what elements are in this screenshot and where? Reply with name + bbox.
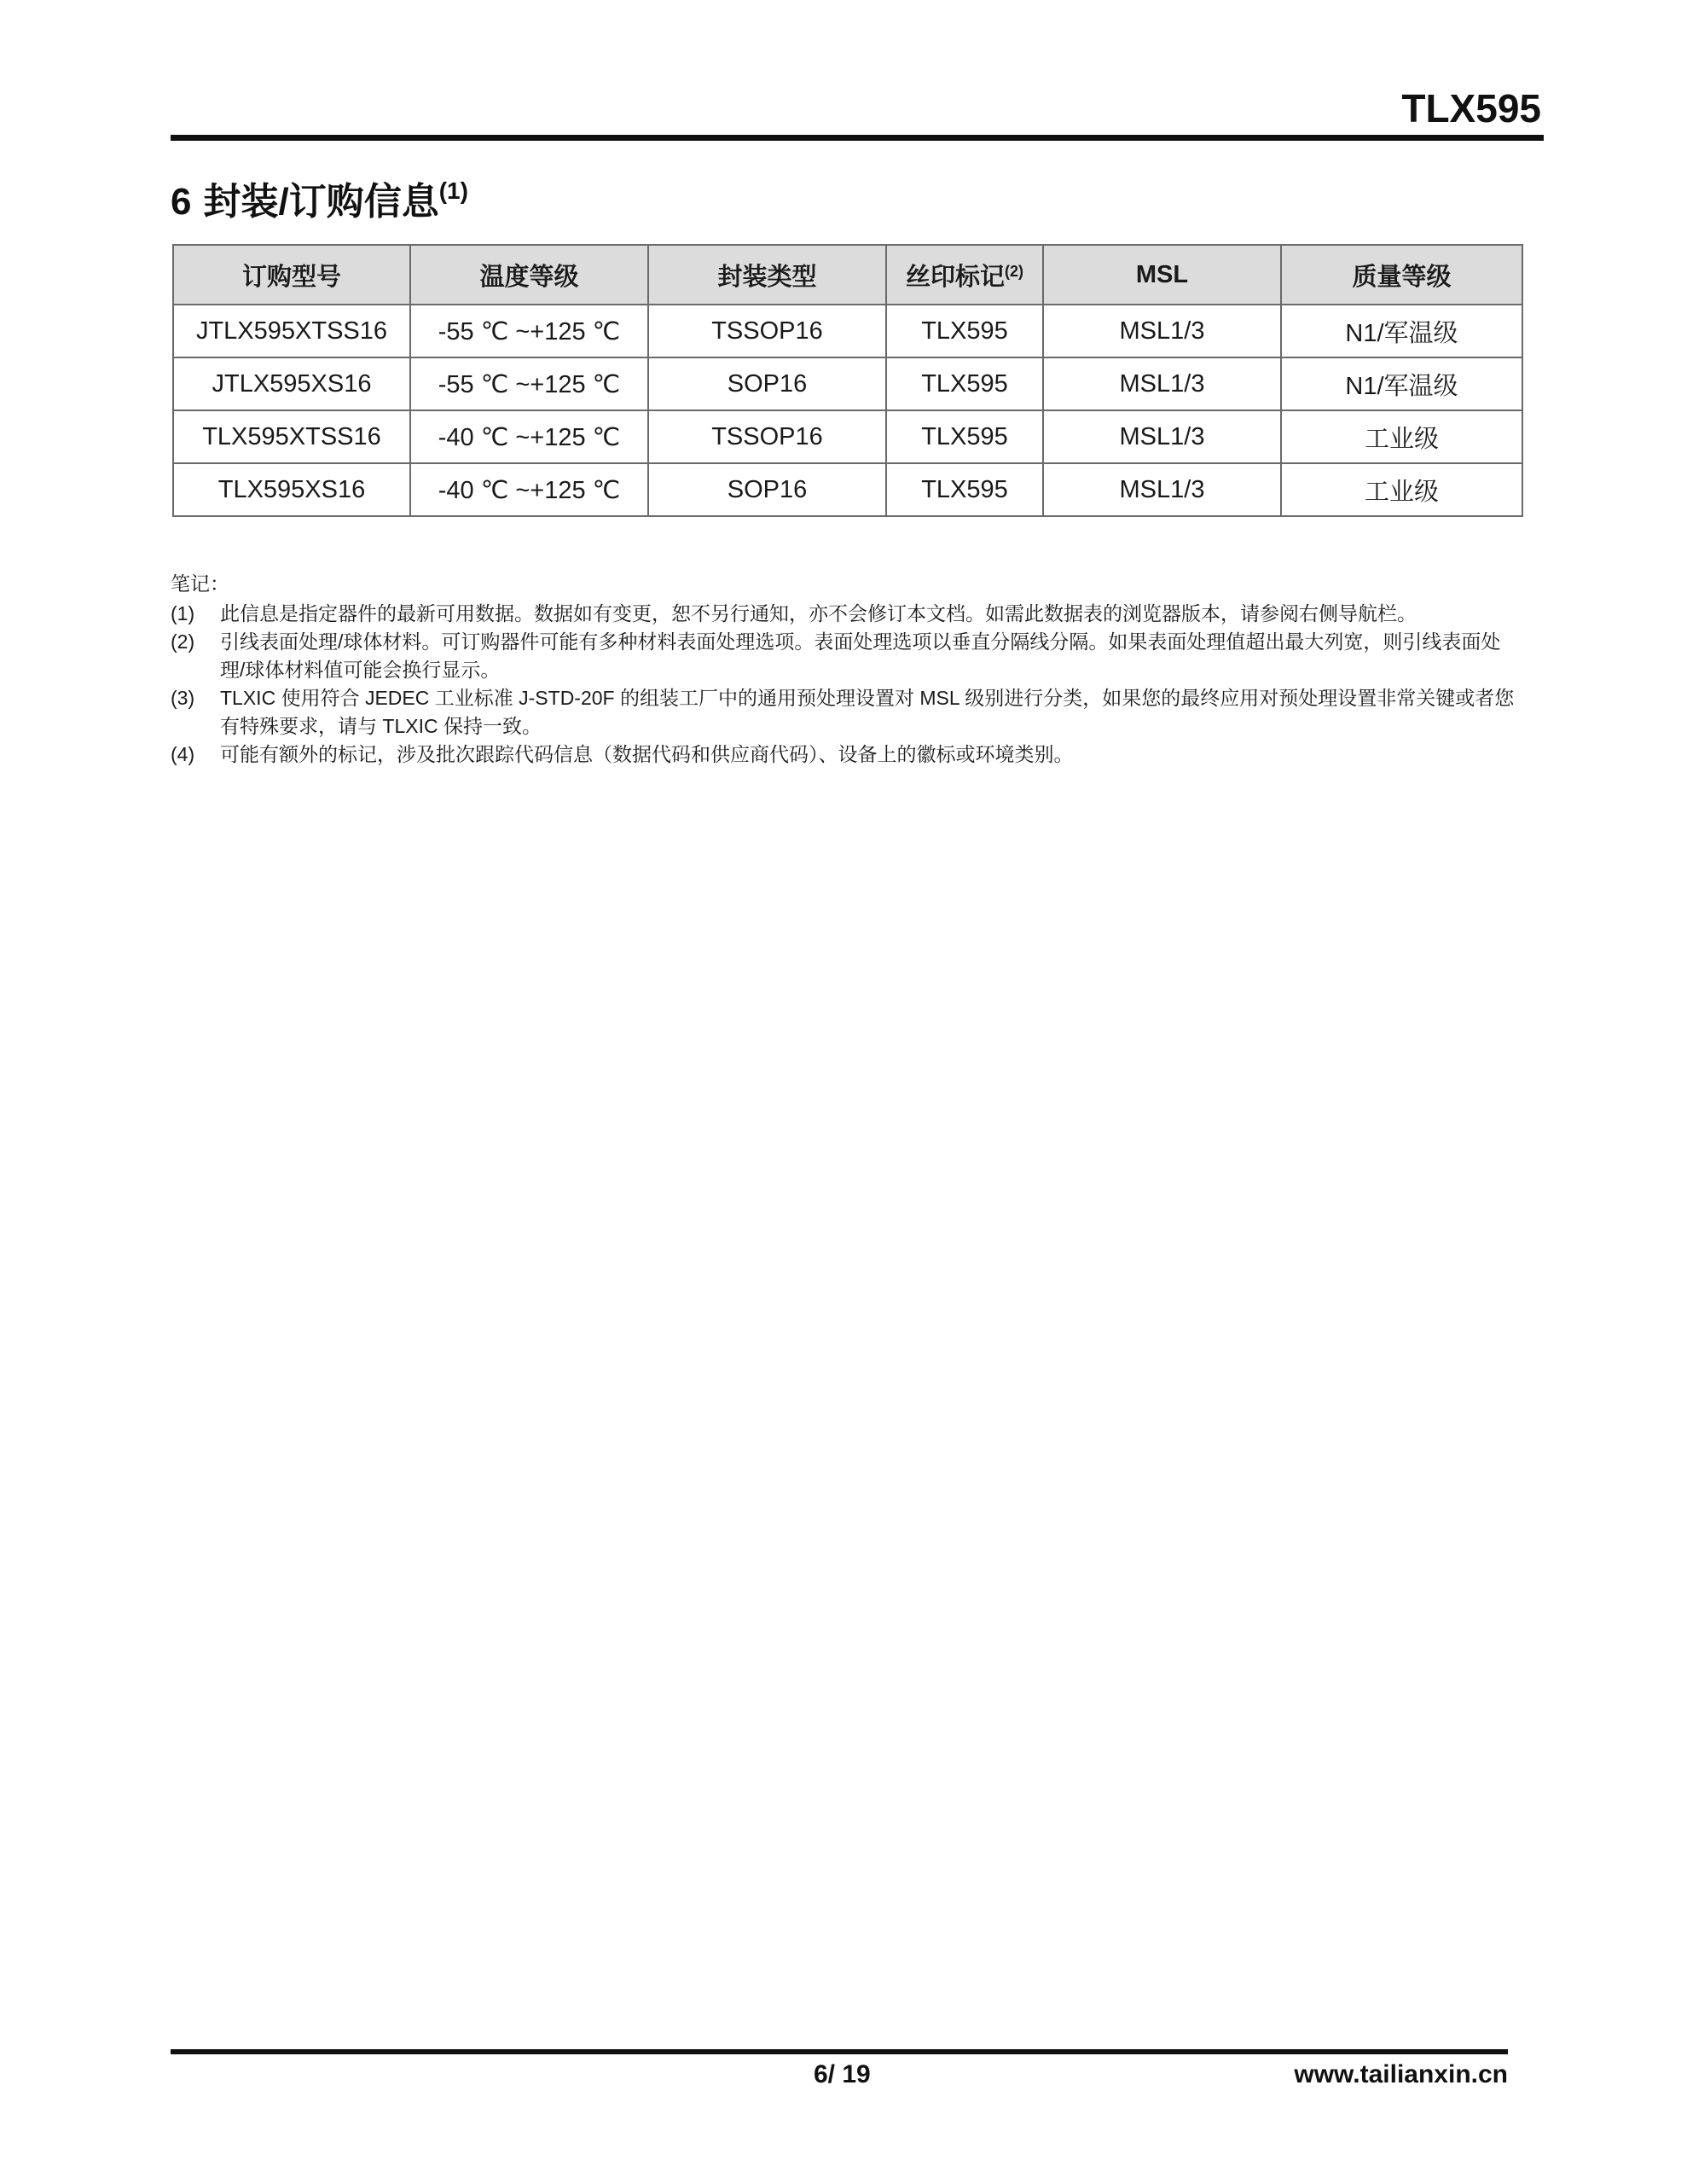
- table-row: [173, 410, 1522, 463]
- note-number: (1): [171, 602, 195, 624]
- cell-package: TSSOP16: [648, 305, 886, 357]
- ordering-info-table: [172, 244, 1523, 517]
- table-row: [173, 305, 1522, 357]
- section-heading: [171, 171, 468, 225]
- cell-quality: N1/军温级: [1281, 305, 1522, 357]
- cell-part-number: TLX595XTSS16: [173, 410, 410, 463]
- cell-msl: MSL1/3: [1043, 463, 1281, 516]
- cell-msl: MSL1/3: [1043, 357, 1281, 410]
- cell-msl: MSL1/3: [1043, 305, 1281, 357]
- cell-package: SOP16: [648, 357, 886, 410]
- note-text: 可能有额外的标记，涉及批次跟踪代码信息（数据代码和供应商代码）、设备上的徽标或环境类别。: [220, 743, 1074, 765]
- cell-marking: TLX595: [886, 410, 1043, 463]
- header-order-part-number: 订购型号: [173, 245, 410, 305]
- note-text: 引线表面处理/球体材料。可订购器件可能有多种材料表面处理选项。表面处理选项以垂直分隔线分隔。如果表面处理值超出最大列宽，则引线表面处理/球体材料值可能会换行显示。: [220, 630, 1501, 681]
- note-item: [171, 628, 1518, 684]
- cell-part-number: JTLX595XS16: [173, 357, 410, 410]
- table-row: [173, 357, 1522, 410]
- cell-temperature: -55 ℃ ~+125 ℃: [410, 357, 648, 410]
- header-msl: MSL: [1043, 245, 1281, 305]
- header-marking: 丝印标记$^{(2)}$: [886, 245, 1043, 305]
- cell-package: SOP16: [648, 463, 886, 516]
- header-rule: [171, 135, 1544, 141]
- note-number: (4): [171, 743, 195, 765]
- cell-temperature: -40 ℃ ~+125 ℃: [410, 463, 648, 516]
- section-title: 封装/订购信息: [203, 181, 439, 223]
- document-title: TLX595: [1401, 86, 1541, 131]
- footer-rule: [171, 2049, 1508, 2054]
- note-item: [171, 741, 1518, 769]
- notes-title: 笔记：: [171, 572, 229, 595]
- website-url: www.tailianxin.cn: [1294, 2060, 1508, 2088]
- notes-section: [171, 570, 1518, 769]
- note-number: (2): [171, 630, 195, 653]
- page-number: 6/ 19: [814, 2060, 871, 2088]
- cell-marking: TLX595: [886, 357, 1043, 410]
- note-item: [171, 600, 1518, 628]
- note-number: (3): [171, 687, 195, 709]
- section-footnote-ref: (1): [438, 177, 468, 204]
- cell-quality: 工业级: [1281, 410, 1522, 463]
- cell-temperature: -55 ℃ ~+125 ℃: [410, 305, 648, 357]
- cell-package: TSSOP16: [648, 410, 886, 463]
- header-package-type: 封装类型: [648, 245, 886, 305]
- cell-msl: MSL1/3: [1043, 410, 1281, 463]
- table-header-row: [173, 245, 1522, 305]
- header-temperature-grade: 温度等级: [410, 245, 648, 305]
- cell-quality: 工业级: [1281, 463, 1522, 516]
- cell-part-number: TLX595XS16: [173, 463, 410, 516]
- header-quality-grade: 质量等级: [1281, 245, 1522, 305]
- section-number: 6: [171, 181, 192, 223]
- cell-quality: N1/军温级: [1281, 357, 1522, 410]
- note-text: 此信息是指定器件的最新可用数据。数据如有变更，恕不另行通知，亦不会修订本文档。如需此数据表的浏览器版本，请参阅右侧导航栏。: [220, 602, 1417, 624]
- table-row: [173, 463, 1522, 516]
- note-item: [171, 684, 1518, 741]
- header-marking-footnote-ref: (2): [1005, 262, 1023, 280]
- cell-part-number: JTLX595XTSS16: [173, 305, 410, 357]
- cell-marking: TLX595: [886, 305, 1043, 357]
- cell-temperature: -40 ℃ ~+125 ℃: [410, 410, 648, 463]
- cell-marking: TLX595: [886, 463, 1043, 516]
- note-text: TLXIC 使用符合 JEDEC 工业标准 J-STD-20F 的组装工厂中的通用预处理设置对 MSL 级别进行分类，如果您的最终应用对预处理设置非常关键或者您有特殊要求，请与 TLXIC 保持一致。: [220, 687, 1515, 737]
